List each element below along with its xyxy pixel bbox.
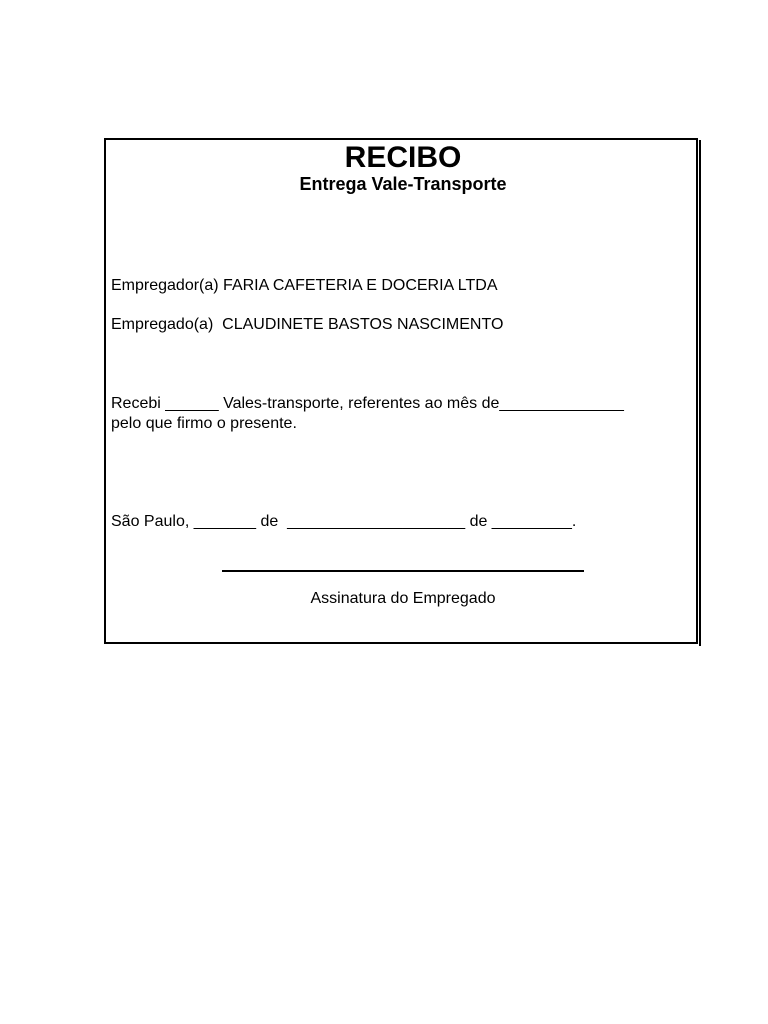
employer-line: Empregador(a) FARIA CAFETERIA E DOCERIA LTDA — [111, 277, 498, 294]
received-line-continuation: pelo que firmo o presente. — [111, 415, 297, 432]
date-line: São Paulo, _______ de ____________________ de _________. — [111, 513, 577, 530]
signature-line — [222, 570, 584, 572]
employee-line: Empregado(a) CLAUDINETE BASTOS NASCIMENTO — [111, 316, 504, 333]
receipt-title: RECIBO — [344, 141, 462, 174]
signature-label: Assinatura do Empregado — [310, 590, 496, 607]
received-line: Recebi ______ Vales-transporte, referentes ao mês de______________ — [111, 395, 624, 412]
receipt-subtitle: Entrega Vale-Transporte — [299, 174, 507, 194]
receipt-box — [104, 138, 698, 644]
receipt-shadow — [699, 140, 701, 646]
